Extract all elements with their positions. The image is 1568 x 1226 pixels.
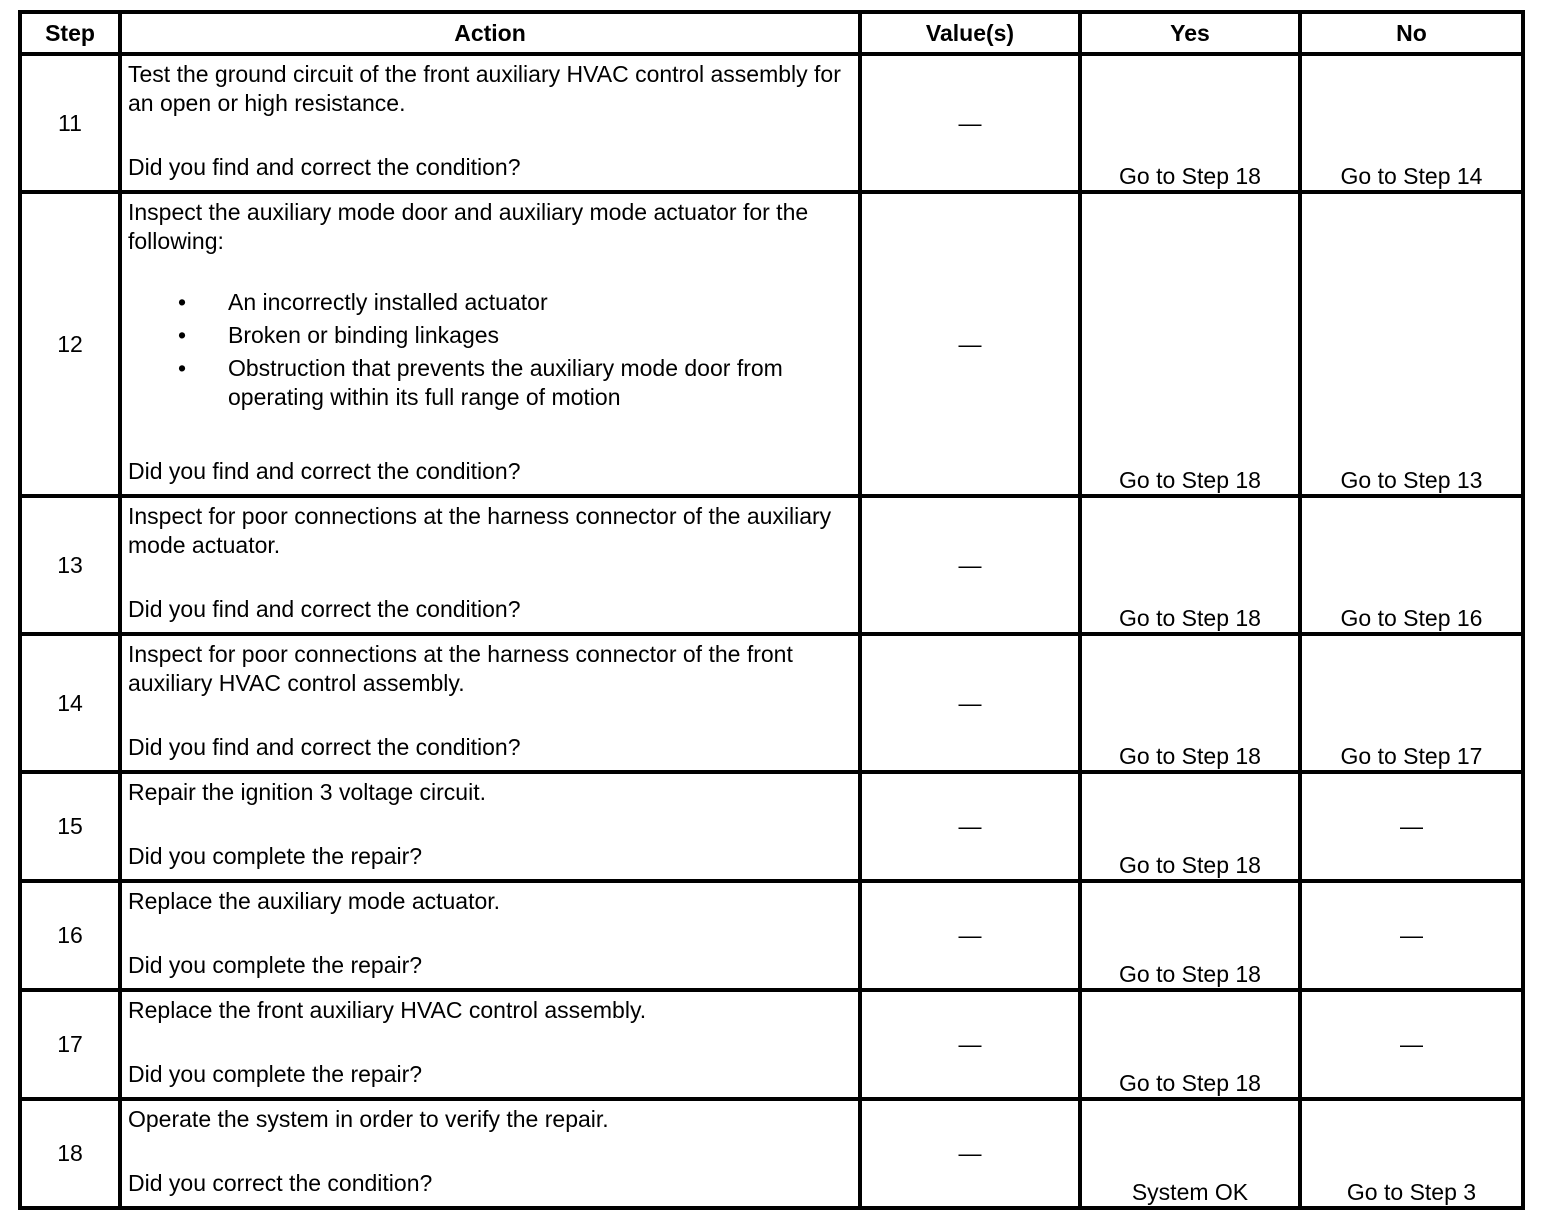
- action-question: Did you find and correct the condition?: [128, 596, 521, 622]
- table-row: [20, 192, 1523, 496]
- bullet-text: Obstruction that prevents the auxiliary mode door from operating within its full range of motion: [228, 355, 783, 410]
- header-no: No: [1300, 12, 1523, 54]
- action-question: Did you complete the repair?: [128, 1061, 423, 1087]
- step-number: 13: [20, 496, 120, 634]
- step-number: 17: [20, 990, 120, 1099]
- yes-result: Go to Step 18: [1080, 772, 1300, 881]
- bullet-icon: •: [178, 355, 187, 381]
- bullet-text: Broken or binding linkages: [228, 322, 500, 348]
- value-cell: —: [860, 772, 1080, 881]
- bullet-list: [128, 288, 852, 416]
- action-question: Did you find and correct the condition?: [128, 458, 521, 484]
- action-text: Repair the ignition 3 voltage circuit.: [128, 779, 486, 805]
- table-row: [20, 496, 1523, 634]
- action-question: Did you complete the repair?: [128, 843, 423, 869]
- no-result: —: [1300, 772, 1523, 881]
- yes-result: Go to Step 18: [1080, 54, 1300, 192]
- value-cell: —: [860, 634, 1080, 772]
- value-cell: —: [860, 496, 1080, 634]
- action-text: Replace the front auxiliary HVAC control assembly.: [128, 997, 647, 1023]
- no-result: —: [1300, 990, 1523, 1099]
- action-question: Did you correct the condition?: [128, 1170, 433, 1196]
- action-text: Operate the system in order to verify the repair.: [128, 1106, 609, 1132]
- table-row: [20, 881, 1523, 990]
- step-number: 12: [20, 192, 120, 496]
- table-row: [20, 1099, 1523, 1208]
- header-step: Step: [20, 12, 120, 54]
- action-cell: [120, 634, 860, 772]
- list-item: [128, 321, 852, 350]
- value-cell: —: [860, 54, 1080, 192]
- yes-result: Go to Step 18: [1080, 881, 1300, 990]
- header-action: Action: [120, 12, 860, 54]
- action-cell: [120, 496, 860, 634]
- yes-result: Go to Step 18: [1080, 496, 1300, 634]
- list-item: [128, 354, 852, 412]
- step-number: 16: [20, 881, 120, 990]
- header-values: Value(s): [860, 12, 1080, 54]
- no-result: Go to Step 13: [1300, 192, 1523, 496]
- action-question: Did you find and correct the condition?: [128, 154, 521, 180]
- value-cell: —: [860, 881, 1080, 990]
- table-row: [20, 772, 1523, 881]
- header-yes: Yes: [1080, 12, 1300, 54]
- action-cell: [120, 1099, 860, 1208]
- action-question: Did you find and correct the condition?: [128, 734, 521, 760]
- list-item: [128, 288, 852, 317]
- bullet-icon: •: [178, 322, 187, 348]
- action-text: Replace the auxiliary mode actuator.: [128, 888, 501, 914]
- value-cell: —: [860, 1099, 1080, 1208]
- header-row: [20, 12, 1523, 54]
- no-result: Go to Step 17: [1300, 634, 1523, 772]
- action-cell: [120, 54, 860, 192]
- no-result: Go to Step 16: [1300, 496, 1523, 634]
- action-text: Inspect the auxiliary mode door and auxiliary mode actuator for the following:: [128, 199, 809, 254]
- bullet-icon: •: [178, 289, 187, 315]
- action-question: Did you complete the repair?: [128, 952, 423, 978]
- action-text: Inspect for poor connections at the harness connector of the auxiliary mode actuator.: [128, 503, 832, 558]
- step-number: 11: [20, 54, 120, 192]
- no-result: Go to Step 3: [1300, 1099, 1523, 1208]
- table-row: [20, 990, 1523, 1099]
- table-row: [20, 634, 1523, 772]
- no-result: Go to Step 14: [1300, 54, 1523, 192]
- table-row: [20, 54, 1523, 192]
- step-number: 14: [20, 634, 120, 772]
- value-cell: —: [860, 990, 1080, 1099]
- step-number: 18: [20, 1099, 120, 1208]
- action-cell: [120, 990, 860, 1099]
- step-number: 15: [20, 772, 120, 881]
- action-cell: [120, 772, 860, 881]
- action-cell: [120, 192, 860, 496]
- yes-result: Go to Step 18: [1080, 990, 1300, 1099]
- diagnostic-table: [18, 10, 1525, 1210]
- yes-result: System OK: [1080, 1099, 1300, 1208]
- action-cell: [120, 881, 860, 990]
- value-cell: —: [860, 192, 1080, 496]
- bullet-text: An incorrectly installed actuator: [228, 289, 548, 315]
- yes-result: Go to Step 18: [1080, 192, 1300, 496]
- yes-result: Go to Step 18: [1080, 634, 1300, 772]
- action-text: Inspect for poor connections at the harness connector of the front auxiliary HVAC control assembly.: [128, 641, 793, 696]
- no-result: —: [1300, 881, 1523, 990]
- action-text: Test the ground circuit of the front auxiliary HVAC control assembly for an open or high resistance.: [128, 61, 841, 116]
